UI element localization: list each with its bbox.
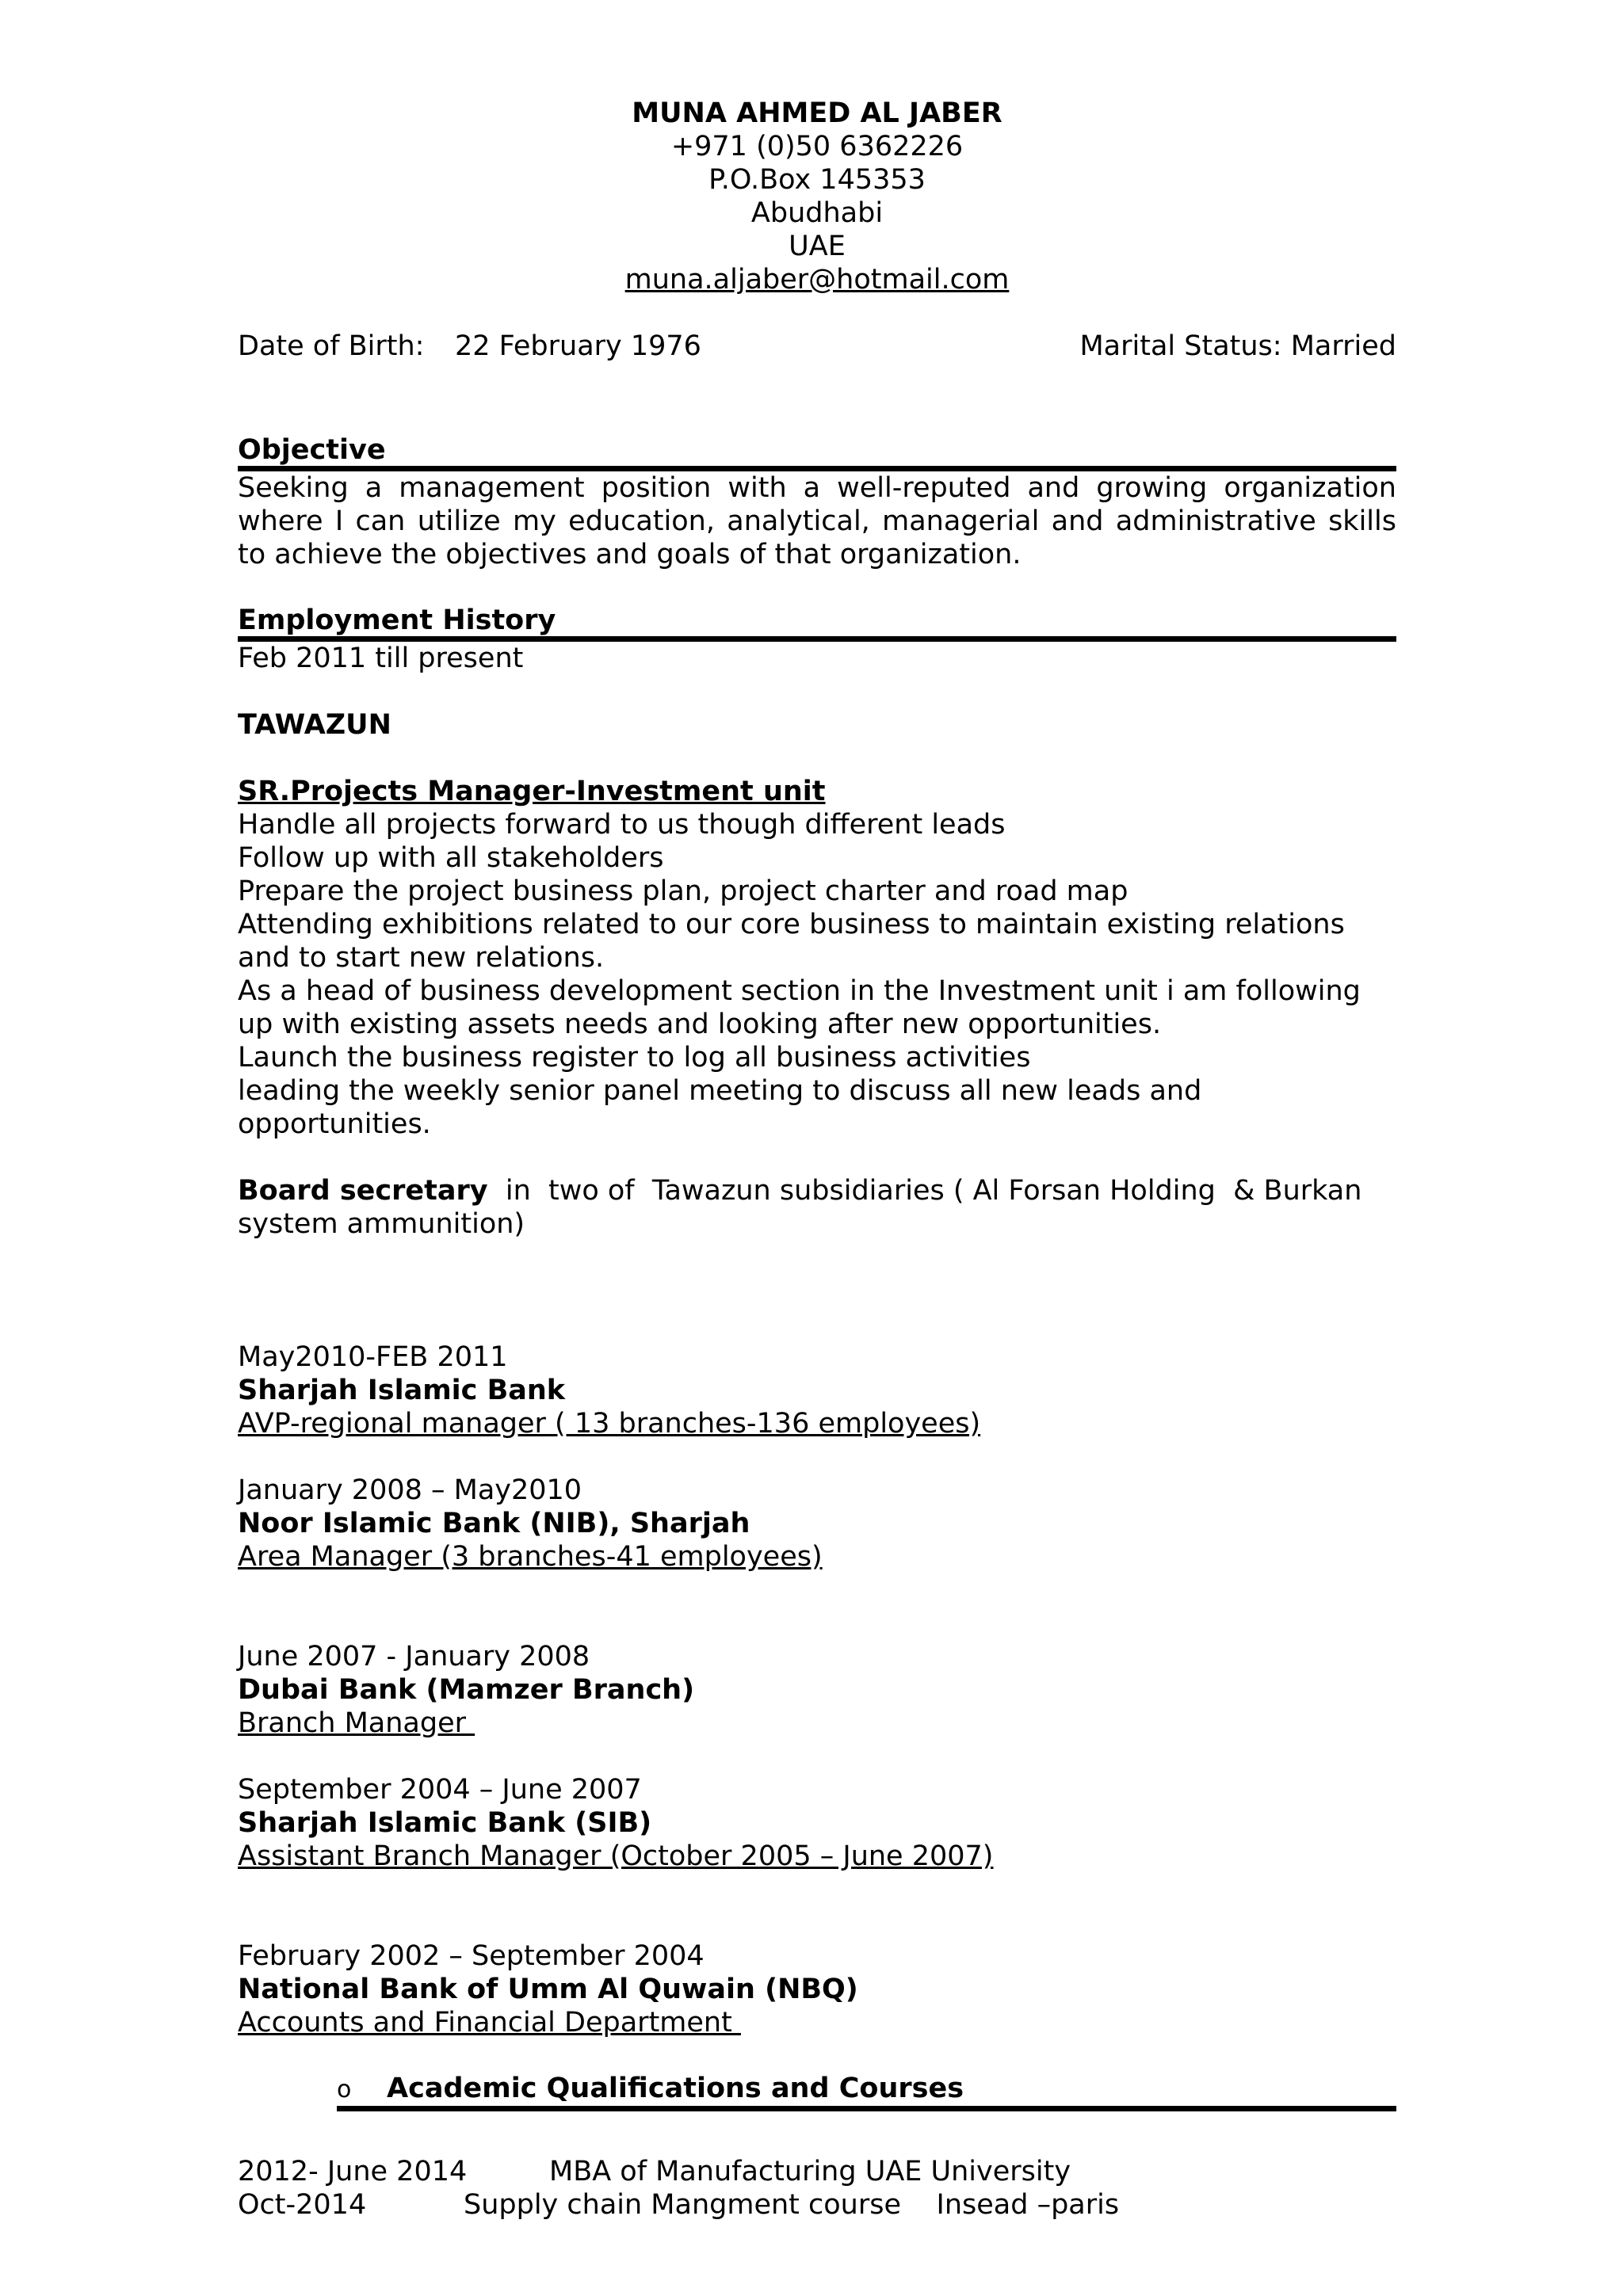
marital-status: Marital Status: Married: [1079, 330, 1396, 362]
academic-date: 2012- June 2014: [238, 2156, 468, 2187]
job-entry: [238, 1640, 1396, 1740]
resume-content: [238, 97, 1396, 2222]
job-role: Area Manager (3 branches-41 employees): [238, 1541, 823, 1573]
job-role: Assistant Branch Manager (October 2005 – June 2007): [238, 1840, 994, 1872]
duty-item: Handle all projects forward to us though different leads: [238, 809, 1006, 841]
email-link[interactable]: muna.aljaber@hotmail.com: [624, 264, 1010, 296]
job-company: National Bank of Umm Al Quwain (NBQ): [238, 1974, 858, 2005]
job-company: Sharjah Islamic Bank (SIB): [238, 1807, 652, 1839]
city: Abudhabi: [750, 197, 884, 229]
candidate-name: MUNA AHMED AL JABER: [632, 97, 1002, 129]
bullet-icon: o: [337, 2076, 352, 2103]
job-entry: [238, 1474, 1396, 1573]
job-entry: [238, 1773, 1396, 1873]
job-role: Accounts and Financial Department: [238, 2007, 741, 2039]
job-entry: [238, 1939, 1396, 2039]
duty-item: Follow up with all stakeholders: [238, 842, 664, 874]
current-period: Feb 2011 till present: [238, 643, 524, 674]
country: UAE: [789, 231, 846, 262]
job-company: Dubai Bank (Mamzer Branch): [238, 1674, 695, 1706]
job-role: AVP-regional manager ( 13 branches-136 employees): [238, 1408, 981, 1440]
job-company: Noor Islamic Bank (NIB), Sharjah: [238, 1508, 750, 1539]
job-period: February 2002 – September 2004: [238, 1940, 705, 1972]
duty-item: Attending exhibitions related to our core business to maintain existing relations and to start new relations.: [238, 909, 1345, 974]
duty-item: Launch the business register to log all business activities: [238, 1042, 1031, 1074]
duty-item: leading the weekly senior panel meeting to discuss all new leads and opportunities.: [238, 1075, 1202, 1140]
academic-detail: MBA of Manufacturing UAE University: [549, 2156, 1071, 2187]
current-company: TAWAZUN: [238, 709, 391, 741]
date-of-birth: [238, 330, 701, 363]
duty-item: As a head of business development section in the Investment unit i am following up with existing assets needs and looking after new opportunities.: [238, 975, 1361, 1040]
academic-row: [238, 2188, 1396, 2222]
po-box: P.O.Box 145353: [708, 164, 926, 196]
academic-list: [238, 2155, 1396, 2222]
academic-title: Academic Qualifications and Courses: [387, 2073, 964, 2104]
duty-item: Prepare the project business plan, project charter and road map: [238, 875, 1128, 907]
board-secretary: [238, 1174, 1396, 1241]
academic-section-title: [337, 2073, 1396, 2111]
job-period: June 2007 - January 2008: [238, 1641, 590, 1672]
academic-row: [238, 2155, 1396, 2188]
academic-date: Oct-2014: [238, 2189, 367, 2221]
job-period: September 2004 – June 2007: [238, 1774, 642, 1806]
job-company: Sharjah Islamic Bank: [238, 1375, 566, 1406]
board-secretary-label: Board secretary: [238, 1175, 488, 1207]
job-period: May2010-FEB 2011: [238, 1341, 508, 1373]
phone-number: +971 (0)50 6362226: [670, 131, 964, 162]
employment-section: [238, 605, 1396, 2039]
dob-value: 22 February 1976: [455, 330, 701, 362]
job-role: Branch Manager: [238, 1707, 475, 1739]
personal-info: [238, 330, 1396, 363]
dob-label: Date of Birth:: [238, 330, 425, 362]
employment-title: Employment History: [238, 605, 1396, 642]
contact-header: [238, 97, 1396, 296]
board-secretary-text: in two of Tawazun subsidiaries ( Al Forsan Holding & Burkan system ammunition): [238, 1175, 1371, 1240]
objective-title: Objective: [238, 434, 1396, 471]
objective-section: [238, 434, 1396, 571]
current-role: SR.Projects Manager-Investment unit: [238, 776, 826, 807]
job-entry: [238, 1341, 1396, 1440]
job-period: January 2008 – May2010: [238, 1474, 582, 1506]
academic-detail: Supply chain Mangment course Insead –paris: [464, 2189, 1120, 2221]
objective-text: Seeking a management position with a well-reputed and growing organization where I can utilize my education, analytical, managerial and administrative skills to achieve the objectives and goals of that organization.: [238, 472, 1396, 570]
